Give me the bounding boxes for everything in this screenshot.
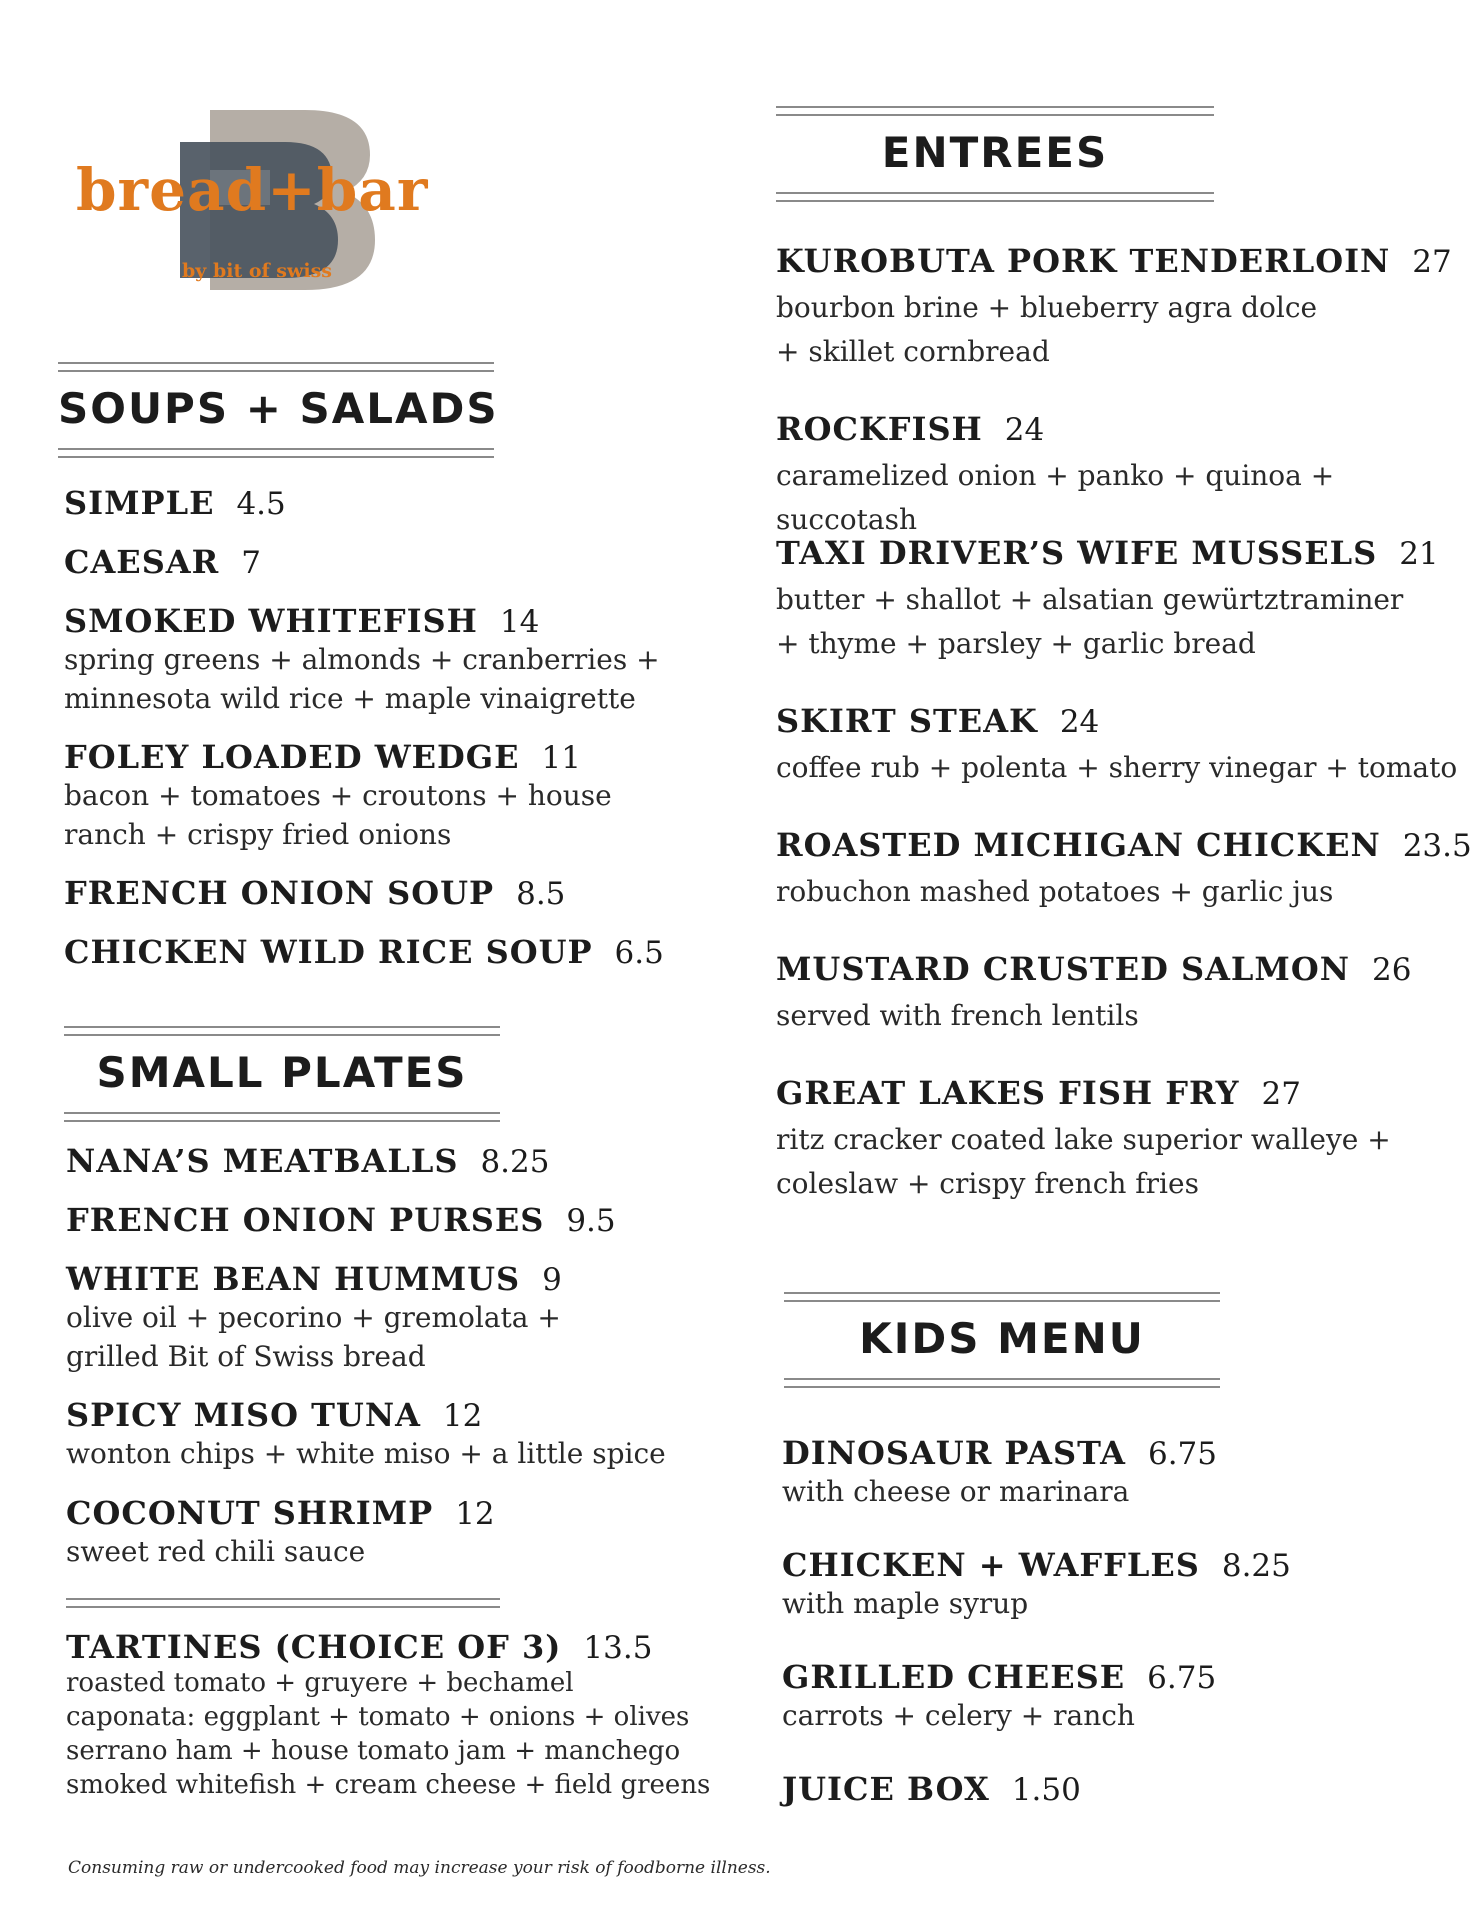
item-description [776,454,1484,542]
item-price: 11 [541,740,581,776]
item-description [64,776,612,854]
item-description [776,1118,1391,1206]
item-price: 27 [1412,244,1452,280]
item-price: 12 [442,1398,483,1434]
item-name: FRENCH ONION SOUP [64,874,495,912]
item-description [776,578,1439,666]
item-name: TARTINES (CHOICE OF 3) [66,1628,562,1666]
item-name: CHICKEN + WAFFLES [782,1546,1200,1584]
item-description [66,1532,495,1571]
menu-item [776,1074,1391,1206]
item-price: 21 [1399,536,1439,572]
menu-item [64,484,286,522]
item-name: COCONUT SHRIMP [66,1494,434,1532]
item-description [782,1584,1291,1624]
item-name: CAESAR [64,543,220,581]
logo-wordmark: bread+bar [76,156,429,224]
item-description [66,1298,562,1376]
item-price: 8.25 [480,1144,550,1180]
item-description [66,1434,666,1473]
description-line: caponata: eggplant + tomato + onions + olives [66,1702,690,1732]
item-price: 13.5 [583,1630,653,1666]
item-name: JUICE BOX [782,1770,990,1808]
menu-item [64,738,612,854]
description-line: carrots + celery + ranch [782,1699,1135,1732]
item-name: WHITE BEAN HUMMUS [66,1260,521,1298]
menu-item [782,1658,1216,1736]
section-header-entrees [776,106,1214,202]
description-line: spring greens + almonds + cranberries + [64,643,660,676]
item-description [776,746,1457,790]
description-line: caramelized onion + panko + quinoa + succotash [776,459,1335,536]
item-description [776,286,1452,374]
item-name: GREAT LAKES FISH FRY [776,1074,1240,1112]
section-header-kids-menu [784,1292,1220,1388]
item-description [66,1666,710,1802]
food-safety-disclaimer: Consuming raw or undercooked food may increase your risk of foodborne illness. [68,1858,771,1878]
menu-item [66,1494,495,1571]
menu-item [64,933,664,971]
item-name: ROASTED MICHIGAN CHICKEN [776,826,1381,864]
description-line: robuchon mashed potatoes + garlic jus [776,875,1334,908]
description-line: roasted tomato + gruyere + bechamel [66,1668,574,1698]
item-description [776,994,1411,1038]
description-line: coffee rub + polenta + sherry vinegar + tomato [776,751,1458,784]
description-line: butter + shallot + alsatian gewürtztraminer [776,583,1404,616]
item-name: NANA’S MEATBALLS [66,1142,459,1180]
item-price: 24 [1004,412,1045,448]
logo-tagline: by bit of swiss [182,260,332,282]
item-name: GRILLED CHEESE [782,1658,1126,1696]
description-line: ritz cracker coated lake superior walleye + [776,1123,1391,1156]
item-description [64,640,660,718]
item-price: 9.5 [566,1203,616,1239]
description-line: + skillet cornbread [776,335,1050,368]
item-price: 26 [1371,952,1412,988]
menu-item [782,1546,1291,1624]
menu-item [66,1201,616,1239]
description-line: sweet red chili sauce [66,1535,366,1568]
item-price: 27 [1261,1076,1301,1112]
menu-item-tartines [66,1628,710,1802]
menu-item [66,1396,666,1473]
description-line: bourbon brine + blueberry agra dolce [776,291,1318,324]
item-price: 24 [1059,704,1100,740]
section-header-small-plates [64,1026,500,1122]
menu-item [776,534,1439,666]
menu-item [66,1142,549,1180]
item-name: DINOSAUR PASTA [782,1434,1126,1472]
item-price: 4.5 [236,486,286,522]
section-header-soups-salads [58,362,499,458]
description-line: coleslaw + crispy french fries [776,1167,1199,1200]
item-price: 6.75 [1147,1660,1217,1696]
item-price: 8.5 [516,876,566,912]
description-line: with maple syrup [782,1587,1029,1620]
item-price: 12 [455,1496,495,1532]
item-price: 14 [499,604,540,640]
menu-item [64,874,565,912]
menu-item [776,242,1452,374]
item-price: 23.5 [1402,828,1472,864]
description-line: grilled Bit of Swiss bread [66,1340,426,1373]
section-title: ENTREES [881,128,1109,177]
description-line: with cheese or marinara [782,1475,1130,1508]
item-name: KUROBUTA PORK TENDERLOIN [776,242,1391,280]
item-name: CHICKEN WILD RICE SOUP [64,933,593,971]
item-name: SIMPLE [64,484,215,522]
menu-item [776,702,1457,790]
menu-item [782,1770,1081,1808]
item-name: FOLEY LOADED WEDGE [64,738,520,776]
section-title: SOUPS + SALADS [58,384,499,433]
item-name: SPICY MISO TUNA [66,1396,421,1434]
section-title: KIDS MENU [859,1314,1145,1363]
description-line: served with french lentils [776,999,1139,1032]
section-divider [66,1598,500,1608]
item-description [782,1472,1217,1512]
description-line: ranch + crispy fried onions [64,818,452,851]
description-line: smoked whitefish + cream cheese + field greens [66,1770,711,1800]
description-line: wonton chips + white miso + a little spice [66,1437,666,1470]
item-price: 6.75 [1147,1436,1218,1472]
item-price: 1.50 [1011,1772,1081,1808]
item-name: SMOKED WHITEFISH [64,602,478,640]
description-line: + thyme + parsley + garlic bread [776,627,1256,660]
menu-item [782,1434,1217,1512]
description-line: minnesota wild rice + maple vinaigrette [64,682,636,715]
menu-item [66,1260,562,1376]
item-price: 9 [542,1262,562,1298]
item-price: 6.5 [614,935,664,971]
menu-item [64,543,261,581]
item-price: 7 [241,545,261,581]
item-name: FRENCH ONION PURSES [66,1201,545,1239]
item-price: 8.25 [1221,1548,1291,1584]
menu-item [64,602,660,718]
menu-item [776,950,1411,1038]
bread-bar-logo [70,100,490,300]
description-line: serrano ham + house tomato jam + manchego [66,1736,681,1766]
description-line: olive oil + pecorino + gremolata + [66,1301,561,1334]
item-name: MUSTARD CRUSTED SALMON [776,950,1350,988]
section-title: SMALL PLATES [96,1048,468,1097]
item-name: TAXI DRIVER’S WIFE MUSSELS [776,534,1378,572]
menu-item [776,826,1472,914]
menu-item [776,410,1484,542]
item-description [782,1696,1216,1736]
item-name: SKIRT STEAK [776,702,1038,740]
description-line: bacon + tomatoes + croutons + house [64,779,612,812]
item-name: ROCKFISH [776,410,983,448]
item-description [776,870,1472,914]
